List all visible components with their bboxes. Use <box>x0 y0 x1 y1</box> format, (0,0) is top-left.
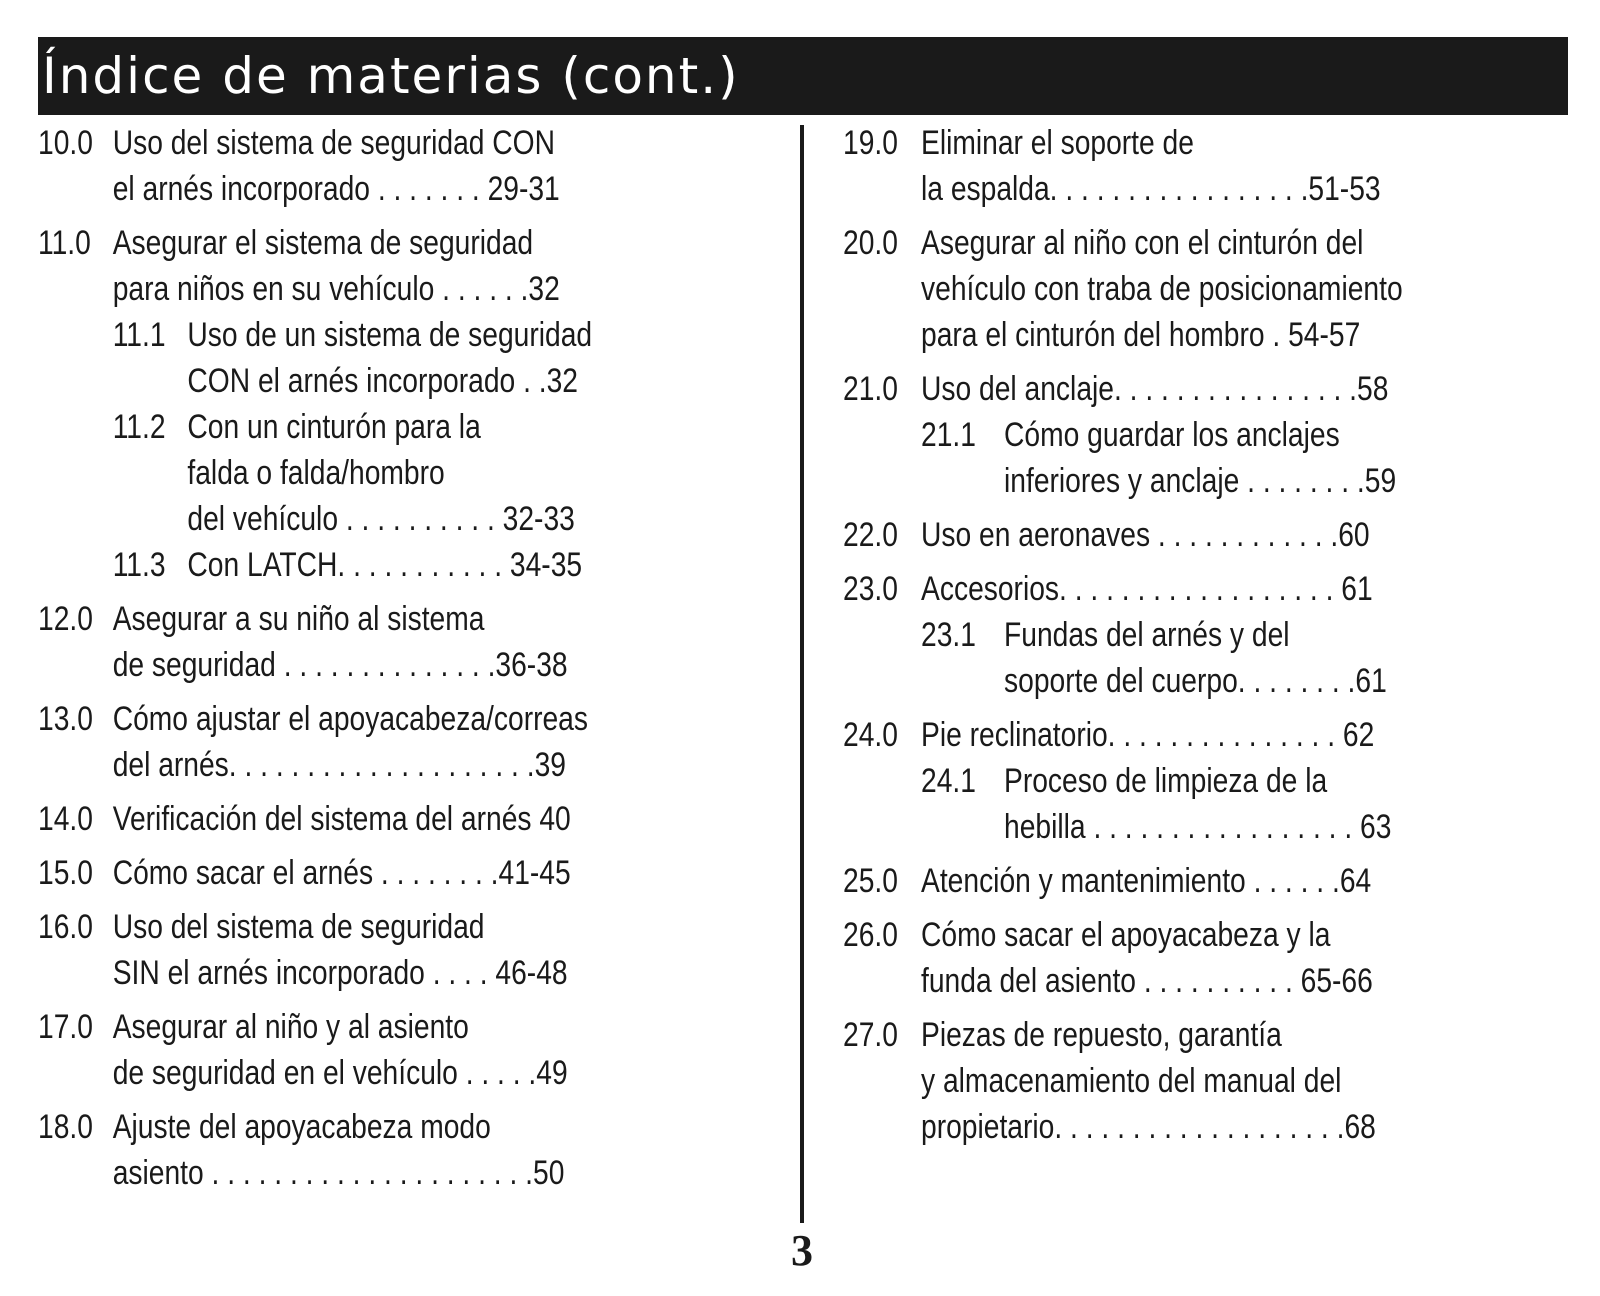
toc-entry-line: asiento . . . . . . . . . . . . . . . . . . . . .50 <box>112 1154 565 1192</box>
toc-entry-line: Eliminar el soporte de <box>921 124 1194 162</box>
toc-entry-text <box>1004 612 1387 704</box>
toc-entry-line: Asegurar al niño con el cinturón del <box>921 224 1364 262</box>
toc-subentry <box>843 758 1403 850</box>
toc-entry-number: 11.0 <box>38 224 91 262</box>
toc-entry-line: soporte del cuerpo. . . . . . . .61 <box>1004 662 1387 700</box>
toc-entry-text <box>921 220 1403 358</box>
toc-entry <box>843 712 1403 758</box>
toc-entry-line: Asegurar el sistema de seguridad <box>112 224 534 262</box>
toc-subentry <box>38 404 592 542</box>
toc-entry-number: 24.1 <box>921 762 976 800</box>
toc-entry-line: Con un cinturón para la <box>187 408 481 446</box>
toc-entry <box>38 120 592 212</box>
toc-subentry <box>38 312 592 404</box>
toc-entry-text <box>921 712 1374 758</box>
toc-entry <box>38 696 592 788</box>
toc-entry-line: inferiores y anclaje . . . . . . . .59 <box>1004 462 1397 500</box>
toc-subentry <box>38 542 592 588</box>
toc-entry-line: Uso de un sistema de seguridad <box>187 316 593 354</box>
toc-entry-line: Asegurar a su niño al sistema <box>112 600 485 638</box>
toc-entry <box>38 1004 592 1096</box>
toc-entry-text <box>113 220 560 312</box>
toc-entry-line: Proceso de limpieza de la <box>1004 762 1328 800</box>
toc-entry-text <box>113 850 571 896</box>
toc-entry-line: propietario. . . . . . . . . . . . . . . . . . .68 <box>921 1108 1376 1146</box>
toc-entry-text <box>187 404 574 542</box>
toc-entry-line: Cómo sacar el apoyacabeza y la <box>921 916 1331 954</box>
toc-entry-line: CON el arnés incorporado . .32 <box>187 362 578 400</box>
toc-entry-number: 25.0 <box>843 862 898 900</box>
page-number: 3 <box>791 1226 813 1275</box>
toc-entry-line: SIN el arnés incorporado . . . . 46-48 <box>112 954 568 992</box>
toc-entry <box>38 1104 592 1196</box>
toc-entry-line: Pie reclinatorio. . . . . . . . . . . . . . . 62 <box>921 716 1375 754</box>
toc-entry-line: el arnés incorporado . . . . . . . 29-31 <box>112 170 560 208</box>
toc-entry-text <box>113 904 568 996</box>
toc-entry-line: Atención y mantenimiento . . . . . .64 <box>921 862 1372 900</box>
toc-entry-line: Ajuste del apoyacabeza modo <box>112 1108 491 1146</box>
toc-entry <box>843 366 1403 412</box>
toc-entry <box>843 220 1403 358</box>
toc-entry-number: 14.0 <box>38 800 93 838</box>
toc-entry-number: 11.2 <box>112 408 166 446</box>
toc-right-column <box>843 120 1403 1150</box>
toc-entry-line: Cómo sacar el arnés . . . . . . . .41-45 <box>112 854 571 892</box>
toc-entry-text <box>113 696 588 788</box>
toc-entry-line: de seguridad en el vehículo . . . . .49 <box>112 1054 568 1092</box>
toc-entry-number: 16.0 <box>38 908 93 946</box>
toc-entry <box>38 904 592 996</box>
toc-entry-line: Accesorios. . . . . . . . . . . . . . . . . . 61 <box>921 570 1373 608</box>
toc-entry-text <box>113 120 560 212</box>
toc-entry <box>38 596 592 688</box>
toc-entry-line: de seguridad . . . . . . . . . . . . . .36-38 <box>112 646 568 684</box>
toc-entry-number: 13.0 <box>38 700 93 738</box>
toc-entry-text <box>1004 758 1391 850</box>
toc-entry-number: 17.0 <box>38 1008 93 1046</box>
toc-entry-text <box>187 542 582 588</box>
column-divider <box>800 125 804 1223</box>
toc-entry <box>38 220 592 312</box>
toc-entry-number: 20.0 <box>843 224 898 262</box>
toc-entry <box>843 1012 1403 1150</box>
toc-entry <box>38 796 592 842</box>
toc-entry-text <box>113 1104 565 1196</box>
toc-entry-number: 11.3 <box>112 546 166 584</box>
toc-entry-number: 23.0 <box>843 570 898 608</box>
toc-entry-line: del arnés. . . . . . . . . . . . . . . . . . . .39 <box>112 746 566 784</box>
toc-entry <box>843 566 1403 612</box>
toc-entry-line: Uso del sistema de seguridad CON <box>112 124 556 162</box>
toc-entry-line: Piezas de repuesto, garantía <box>921 1016 1282 1054</box>
toc-entry <box>38 850 592 896</box>
toc-entry-text <box>921 912 1373 1004</box>
toc-entry-line: Verificación del sistema del arnés 40 <box>112 800 571 838</box>
toc-entry-line: Cómo guardar los anclajes <box>1004 416 1340 454</box>
toc-entry-line: Uso en aeronaves . . . . . . . . . . . .60 <box>921 516 1370 554</box>
toc-entry-text <box>113 596 568 688</box>
toc-entry-number: 24.0 <box>843 716 898 754</box>
toc-entry-number: 10.0 <box>38 124 93 162</box>
toc-entry-line: funda del asiento . . . . . . . . . . 65-66 <box>921 962 1373 1000</box>
toc-entry-line: para niños en su vehículo . . . . . .32 <box>112 270 560 308</box>
toc-subentry <box>843 412 1403 504</box>
toc-entry-line: Uso del anclaje. . . . . . . . . . . . . . . .58 <box>921 370 1389 408</box>
toc-entry-line: vehículo con traba de posicionamiento <box>921 270 1403 308</box>
toc-entry-text <box>113 796 571 842</box>
toc-entry-number: 21.0 <box>843 370 898 408</box>
toc-entry-line: del vehículo . . . . . . . . . . 32-33 <box>187 500 575 538</box>
toc-subentry <box>843 612 1403 704</box>
toc-entry-number: 12.0 <box>38 600 93 638</box>
toc-entry-line: Uso del sistema de seguridad <box>112 908 485 946</box>
toc-entry-text <box>921 858 1371 904</box>
toc-entry-line: y almacenamiento del manual del <box>921 1062 1342 1100</box>
toc-entry-line: Con LATCH. . . . . . . . . . . 34-35 <box>187 546 583 584</box>
toc-left-column <box>38 120 592 1196</box>
toc-entry-line: hebilla . . . . . . . . . . . . . . . . . 63 <box>1004 808 1392 846</box>
toc-entry-line: Asegurar al niño y al asiento <box>112 1008 469 1046</box>
toc-entry-line: Fundas del arnés y del <box>1004 616 1290 654</box>
toc-entry-text <box>921 1012 1376 1150</box>
toc-entry-text <box>187 312 592 404</box>
toc-entry <box>843 912 1403 1004</box>
toc-entry-text <box>921 366 1388 412</box>
toc-entry-number: 22.0 <box>843 516 898 554</box>
toc-entry-line: la espalda. . . . . . . . . . . . . . . . .51-53 <box>921 170 1381 208</box>
toc-entry-number: 26.0 <box>843 916 898 954</box>
toc-entry <box>843 120 1403 212</box>
toc-entry-number: 19.0 <box>843 124 898 162</box>
toc-entry-line: falda o falda/hombro <box>187 454 445 492</box>
toc-entry-text <box>113 1004 568 1096</box>
toc-entry-text <box>921 512 1370 558</box>
toc-entry-number: 18.0 <box>38 1108 93 1146</box>
toc-entry-number: 27.0 <box>843 1016 898 1054</box>
toc-entry <box>843 512 1403 558</box>
toc-entry-line: Cómo ajustar el apoyacabeza/correas <box>112 700 588 738</box>
toc-entry-text <box>921 120 1381 212</box>
toc-entry-text <box>1004 412 1396 504</box>
toc-entry-text <box>921 566 1373 612</box>
toc-entry-number: 23.1 <box>921 616 976 654</box>
toc-entry-line: para el cinturón del hombro . 54-57 <box>921 316 1361 354</box>
page-title: Índice de materias (cont.) <box>38 37 1568 115</box>
toc-entry-number: 15.0 <box>38 854 93 892</box>
toc-entry <box>843 858 1403 904</box>
toc-entry-number: 11.1 <box>112 316 166 354</box>
toc-entry-number: 21.1 <box>921 416 976 454</box>
